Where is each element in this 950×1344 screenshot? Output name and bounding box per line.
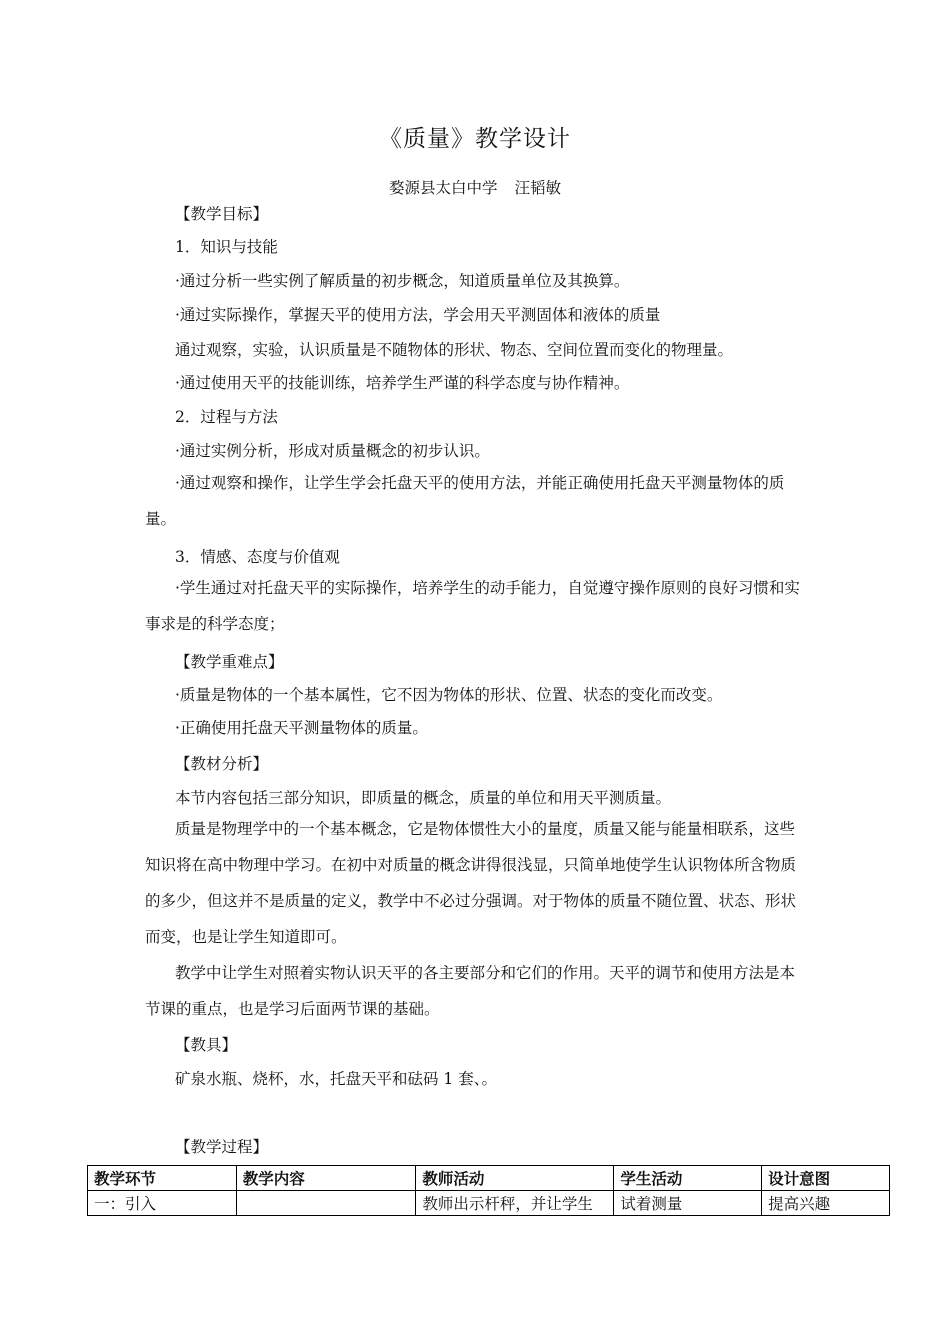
column-header: 教学环节	[88, 1166, 237, 1191]
page-title: 《质量》教学设计	[379, 126, 571, 152]
column-header: 学生活动	[614, 1166, 762, 1191]
objective-item: ·通过使用天平的技能训练，培养学生严谨的科学态度与协作精神。	[175, 374, 630, 392]
objective-item: 通过观察，实验，认识质量是不随物体的形状、物态、空间位置而变化的物理量。	[175, 341, 734, 359]
analysis-paragraph: 质量是物理学中的一个基本概念，它是物体惯性大小的量度，质量又能与能量相联系，这些知识将在高中物理中学习。在初中对质量的概念讲得很浅显，只简单地使学生认识物体所含物质的多少，但这并不是质量的定义，教学中不必过分强调。对于物体的质量不随位置、状态、形状而变，也是让学生知道即可。	[145, 820, 797, 946]
author-school: 婺源县太白中学	[389, 179, 498, 197]
author-name: 汪韬敏	[514, 179, 561, 197]
tools-text: 矿泉水瓶、烧杯，水，托盘天平和砝码 1 套、。	[175, 1070, 497, 1088]
objective-item: ·通过实际操作，掌握天平的使用方法，学会用天平测固体和液体的质量	[175, 306, 661, 324]
objective-item: ·通过观察和操作，让学生学会托盘天平的使用方法，并能正确使用托盘天平测量物体的质量。	[145, 474, 785, 528]
table-cell	[236, 1191, 416, 1216]
table-row	[88, 1191, 890, 1216]
process-heading: 【教学过程】	[175, 1138, 269, 1156]
column-header: 设计意图	[762, 1166, 890, 1191]
table-cell: 教师出示杆秤，并让学生	[416, 1191, 614, 1216]
table-cell: 一：引入	[88, 1191, 237, 1216]
process-table	[87, 1165, 890, 1216]
column-header: 教师活动	[416, 1166, 614, 1191]
objectives-heading: 【教学目标】	[175, 205, 269, 223]
table-cell: 提高兴趣	[762, 1191, 890, 1216]
analysis-paragraph: 本节内容包括三部分知识，即质量的概念，质量的单位和用天平测质量。	[175, 789, 672, 807]
knowledge-skills-title: 1．知识与技能	[175, 238, 278, 256]
keypoints-heading: 【教学重难点】	[175, 653, 284, 671]
analysis-heading: 【教材分析】	[175, 755, 269, 773]
table-header-row	[88, 1166, 890, 1191]
column-header: 教学内容	[236, 1166, 416, 1191]
objective-item: ·通过分析一些实例了解质量的初步概念，知道质量单位及其换算。	[175, 272, 630, 290]
table-cell: 试着测量	[614, 1191, 762, 1216]
keypoint-item: ·正确使用托盘天平测量物体的质量。	[175, 719, 428, 737]
tools-heading: 【教具】	[175, 1036, 238, 1054]
analysis-paragraph: 教学中让学生对照着实物认识天平的各主要部分和它们的作用。天平的调节和使用方法是本节课的重点，也是学习后面两节课的基础。	[145, 964, 796, 1018]
objective-item: ·学生通过对托盘天平的实际操作，培养学生的动手能力，自觉遵守操作原则的良好习惯和实事求是的科学态度；	[145, 579, 800, 633]
keypoint-item: ·质量是物体的一个基本属性，它不因为物体的形状、位置、状态的变化而改变。	[175, 686, 723, 704]
objective-item: ·通过实例分析，形成对质量概念的初步认识。	[175, 442, 490, 460]
author-line	[0, 176, 950, 198]
attitude-values-title: 3．情感、态度与价值观	[175, 548, 340, 566]
process-method-title: 2．过程与方法	[175, 408, 278, 426]
